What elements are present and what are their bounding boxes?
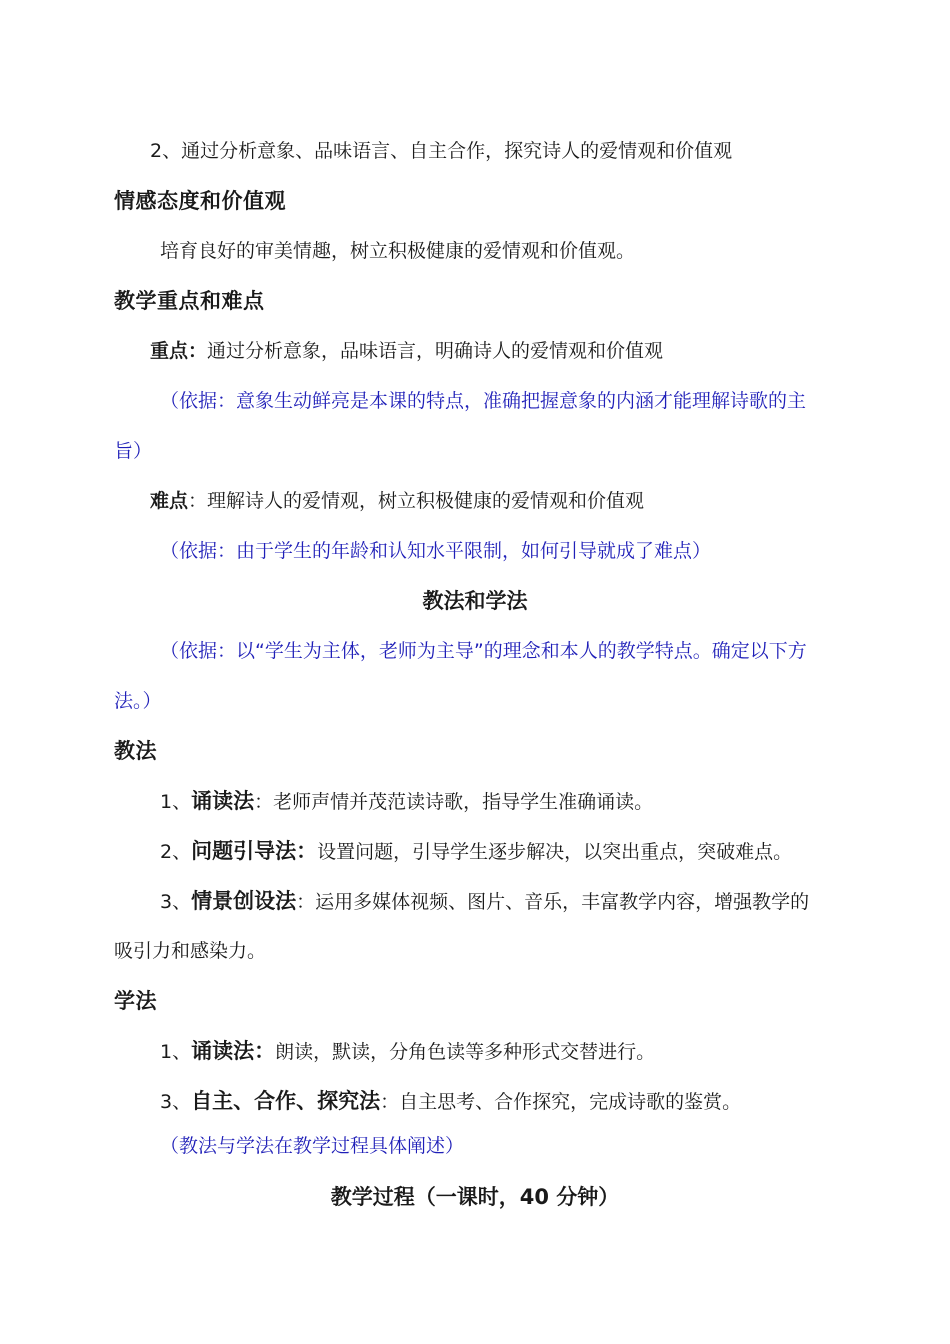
emotion-heading: 情感态度和价值观 <box>114 189 286 213</box>
item-label: 情景创设法 <box>191 889 297 913</box>
focus-text: 通过分析意象，品味语言，明确诗人的爱情观和价值观 <box>207 340 664 362</box>
methods-heading: 教法和学法 <box>422 589 528 613</box>
item-text: ：运用多媒体视频、图片、音乐，丰富教学内容，增强教学的 <box>296 891 810 913</box>
focus-basis-line1: （依据：意象生动鲜亮是本课的特点，准确把握意象的内涵才能理解诗歌的主 <box>160 390 807 412</box>
focus-basis-line2: 旨） <box>114 440 153 462</box>
item-text: 朗读，默读，分角色读等多种形式交替进行。 <box>275 1041 656 1063</box>
focus-line <box>150 326 840 376</box>
key-points-heading: 教学重点和难点 <box>114 289 265 313</box>
item-number: 1、 <box>160 791 192 813</box>
methods-note: （教法与学法在教学过程具体阐述） <box>160 1135 465 1157</box>
teaching-method-item-3 <box>160 876 840 926</box>
process-heading: 教学过程（一课时，40 分钟） <box>330 1185 620 1209</box>
item-label: 自主、合作、探究法 <box>191 1089 381 1113</box>
teaching-method-item-2 <box>160 826 840 876</box>
item-number: 2、 <box>160 841 192 863</box>
item-text: ：老师声情并茂范读诗歌，指导学生准确诵读。 <box>254 791 654 813</box>
methods-basis-line1: （依据：以“学生为主体，老师为主导”的理念和本人的教学特点。确定以下方 <box>160 640 807 662</box>
item-label: 诵读法： <box>191 1039 276 1063</box>
teaching-method-item-3-cont: 吸引力和感染力。 <box>114 940 267 962</box>
learning-method-item-3 <box>160 1076 840 1126</box>
item-label: 问题引导法： <box>191 839 318 863</box>
difficulty-basis: （依据：由于学生的年龄和认知水平限制，如何引导就成了难点） <box>160 540 712 562</box>
teaching-method-item-1 <box>160 776 840 826</box>
learning-methods-heading: 学法 <box>114 989 157 1013</box>
difficulty-label: 难点 <box>150 490 189 512</box>
difficulty-text: ：理解诗人的爱情观，树立积极健康的爱情观和价值观 <box>188 490 645 512</box>
item-text: ：自主思考、合作探究，完成诗歌的鉴赏。 <box>380 1091 742 1113</box>
learning-method-item-1 <box>160 1026 840 1076</box>
difficulty-line <box>150 476 840 526</box>
item-number: 3、 <box>160 1091 192 1113</box>
item-text: 设置问题，引导学生逐步解决，以突出重点，突破难点。 <box>317 841 793 863</box>
objective-item-2: 2、通过分析意象、品味语言、自主合作，探究诗人的爱情观和价值观 <box>150 140 733 162</box>
item-label: 诵读法 <box>191 789 255 813</box>
item-number: 3、 <box>160 891 192 913</box>
methods-basis-line2: 法。） <box>114 690 162 712</box>
emotion-text: 培育良好的审美情趣，树立积极健康的爱情观和价值观。 <box>160 240 636 262</box>
focus-label: 重点： <box>150 340 208 362</box>
item-number: 1、 <box>160 1041 192 1063</box>
teaching-methods-heading: 教法 <box>114 739 157 763</box>
